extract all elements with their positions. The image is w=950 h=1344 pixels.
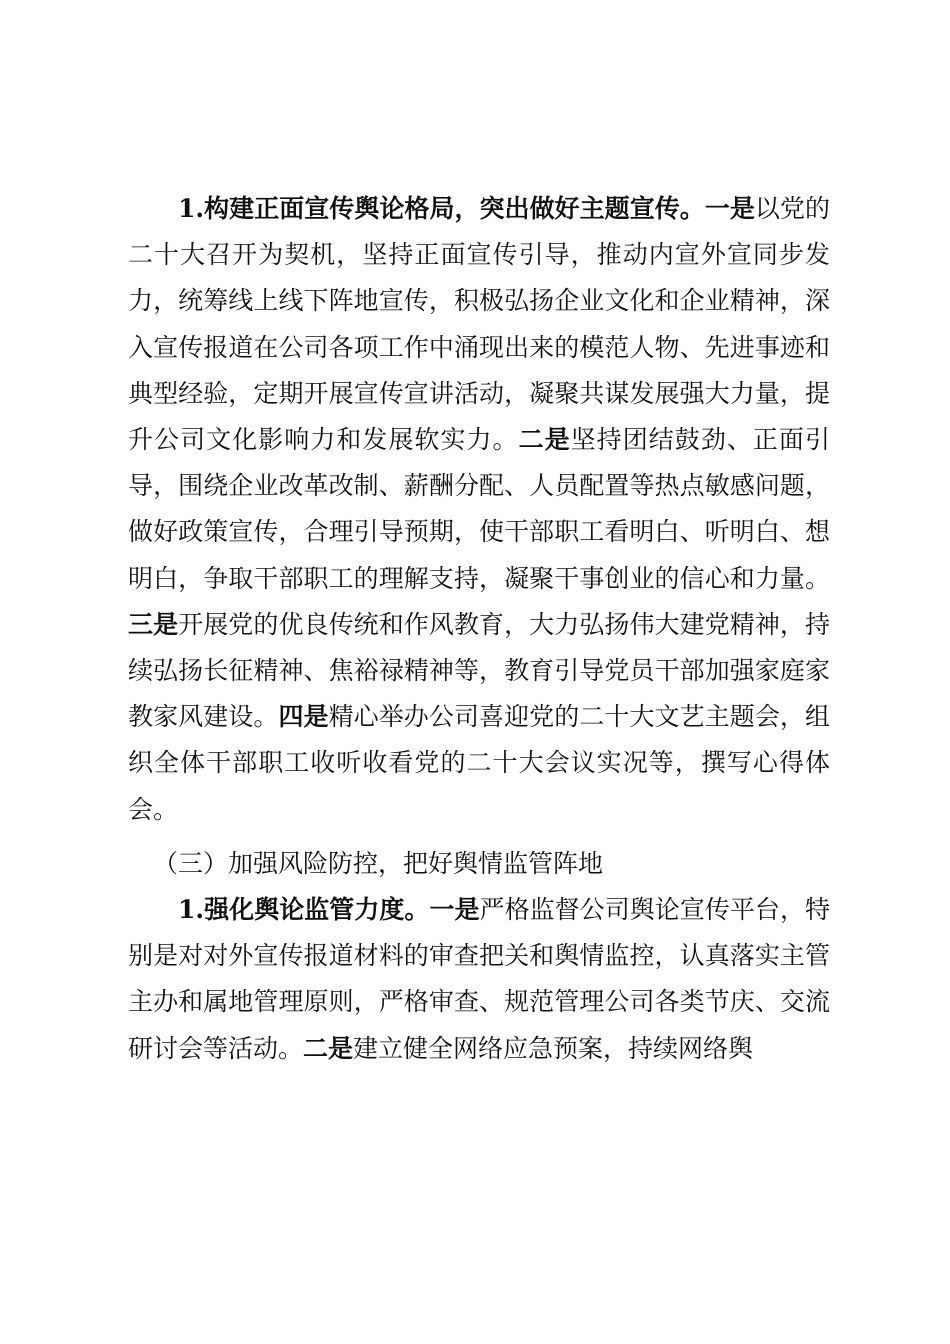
point-label-4: 四是 [278,702,329,732]
paragraph-title: 1.构建正面宣传舆论格局，突出做好主题宣传。 [178,194,705,223]
point-text-1: 以党的二十大召开为契机，坚持正面宣传引导，推动内宣外宣同步发力，统筹线上线下阵地宣传，积极弘扬企业文化和企业精神，深入宣传报道在公司各项工作中涌现出来的模范人物、先进事迹和典型经验，定期开展宣传宣讲活动，凝聚共谋发展强大力量，提升公司文化影响力和发展软实力。 [128,194,830,455]
point-label-2: 二是 [303,1033,354,1063]
point-text-4: 精心举办公司喜迎党的二十大文艺主题会，组织全体干部职工收听收看党的二十大会议实况等，撰写心得体会。 [128,702,830,824]
point-label-1: 一是 [429,895,480,925]
paragraph-theme-publicity [128,186,830,833]
point-text-2: 坚持团结鼓劲、正面引导，围绕企业改革改制、薪酬分配、人员配置等热点敏感问题，做好政策宣传，合理引导预期，使干部职工看明白、听明白、想明白，争取干部职工的理解支持，凝聚干事创业的信心和力量。 [128,425,830,593]
point-text-2: 建立健全网络应急预案，持续网络舆 [353,1033,754,1063]
point-label-1: 一是 [704,194,755,223]
section-heading: （三）加强风险防控，把好舆情监管阵地 [153,848,604,878]
point-text-1: 严格监督公司舆论宣传平台，特别是对对外宣传报道材料的审查把关和舆情监控，认真落实主管主办和属地管理原则，严格审查、规范管理公司各类节庆、交流研讨会等活动。 [128,895,830,1063]
paragraph-supervision [128,887,830,1072]
point-text-3: 开展党的优良传统和作风教育，大力弘扬伟大建党精神，持续弘扬长征精神、焦裕禄精神等，教育引导党员干部加强家庭家教家风建设。 [128,609,830,732]
point-label-2: 二是 [518,425,571,455]
document-body [128,186,830,1072]
paragraph-spacer [128,833,830,841]
paragraph-title: 1.强化舆论监管力度。 [178,895,430,925]
point-label-3: 三是 [128,609,179,639]
